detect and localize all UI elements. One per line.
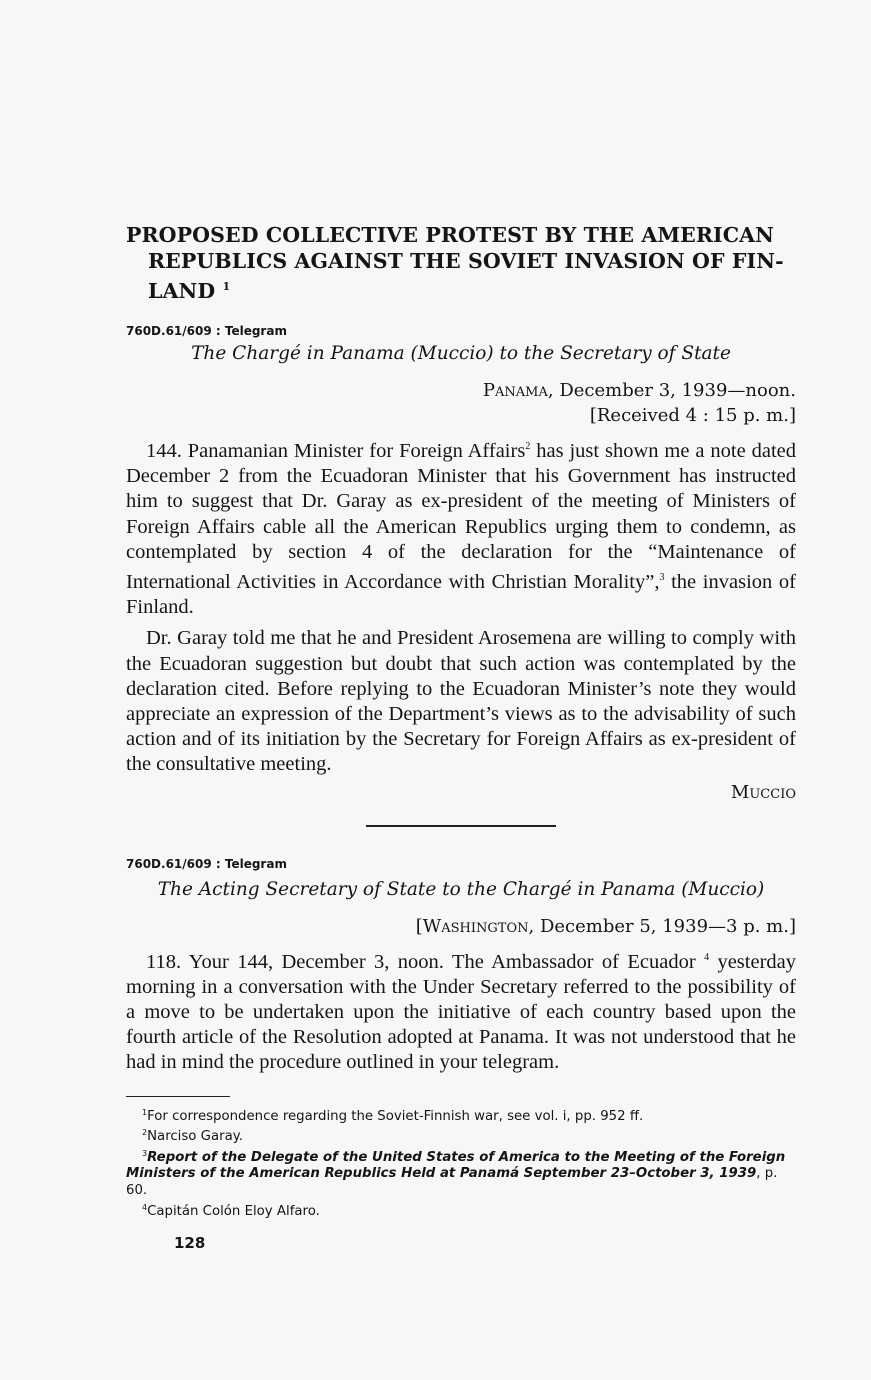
document-heading-2: The Acting Secretary of State to the Chargé in Panama (Muccio) [157,878,765,900]
document-page [126,222,796,1252]
paragraph-1-text-c: the invasion of Finland. [126,571,797,619]
title-footnote-ref: 1 [222,280,231,293]
dateline-2-date: , December 5, 1939—3 p. m.] [528,915,796,937]
footnote-4 [126,1200,796,1221]
paragraph-3-text-a: 118. Your 144, December 3, noon. The Ambassador of Ecuador [146,950,696,973]
page-number: 128 [174,1234,206,1253]
dateline-1 [126,378,796,428]
footnote-1-number: 1 [142,1107,148,1117]
footnote-2-text: Narciso Garay. [147,1129,243,1145]
footnote-ref-2: 2 [525,441,531,452]
footnote-2-number: 2 [142,1128,148,1138]
footnote-4-text: Capitán Colón Eloy Alfaro. [147,1203,320,1219]
title-line-1: PROPOSED COLLECTIVE PROTEST BY THE AMERICAN [126,223,774,247]
footnote-1 [126,1105,796,1126]
footnote-2 [126,1125,796,1146]
footnote-4-number: 4 [142,1202,148,1212]
footnote-3-text: , p. 60. [126,1166,778,1199]
footnote-ref-3: 3 [659,572,665,584]
footnotes [126,1105,796,1221]
footnote-3 [126,1146,796,1200]
title-line-3 [126,274,796,304]
paragraph-1-text-b: has just shown me a note dated December 2 from the Ecuadoran Minister that his Government has instructed him to suggest that Dr. Garay as ex-president of the meeting of Ministers of Foreign Affairs cable all the American Republics urging them to condemn, as contemplated by section 4 of the declaration for the “Maintenance of International Activities in Accordance with Christian Morality”, [126,440,796,594]
footnote-3-number: 3 [142,1148,148,1158]
dateline-1-place-date [126,378,796,403]
title-line-2: REPUBLICS AGAINST THE SOVIET INVASION OF FIN- [148,249,784,273]
dateline-2 [126,914,796,939]
footnote-3-italic-title: Report of the Delegate of the United States of America to the Meeting of the Foreign Ministers of the American Republics Held at Panamá September 23–October 3, 1939 [126,1149,786,1182]
paragraph-3 [126,945,796,1076]
paragraph-1 [126,434,796,620]
paragraph-3-text-b: yesterday morning in a conversation with the Under Secretary referred to the possibility of a move to be undertaken upon the initiative of each country based upon the fourth article of the Resolution adopted at Panama. It was not understood that he had in mind the procedure outlined in your telegram. [126,950,797,1074]
page-title [126,222,796,304]
section-divider [366,825,556,827]
dateline-1-place: Panama [482,380,548,401]
document-heading-1: The Chargé in Panama (Muccio) to the Secretary of State [191,343,731,364]
file-number-2: 760D.61/609 : Telegram [126,856,287,871]
dateline-1-received: [Received 4 : 15 p. m.] [589,405,796,426]
signature-muccio: Muccio [730,781,796,803]
footnote-divider [126,1096,230,1097]
footnote-ref-4: 4 [704,951,710,963]
dateline-2-open: [ [415,915,423,937]
file-number-1: 760D.61/609 : Telegram [126,324,287,338]
paragraph-1-text-a: 144. Panamanian Minister for Foreign Affairs [146,440,526,462]
footnote-1-text: For correspondence regarding the Soviet-Finnish war, see vol. i, pp. 952 ff. [147,1108,644,1124]
title-line-3-text: LAND [148,279,216,303]
paragraph-2: Dr. Garay told me that he and President Arosemena are willing to comply with the Ecuadoran suggestion but doubt that such action was contemplated by the declaration cited. Before replying to the Ecuadoran Minister’s note they would appreciate an expression of the Department’s views as to the advisability of such action and of its initiation by the Secretary for Foreign Affairs as ex-president of the consultative meeting. [126,627,796,776]
dateline-1-date: , December 3, 1939—noon. [547,380,796,401]
dateline-2-place: Washington [422,915,529,937]
